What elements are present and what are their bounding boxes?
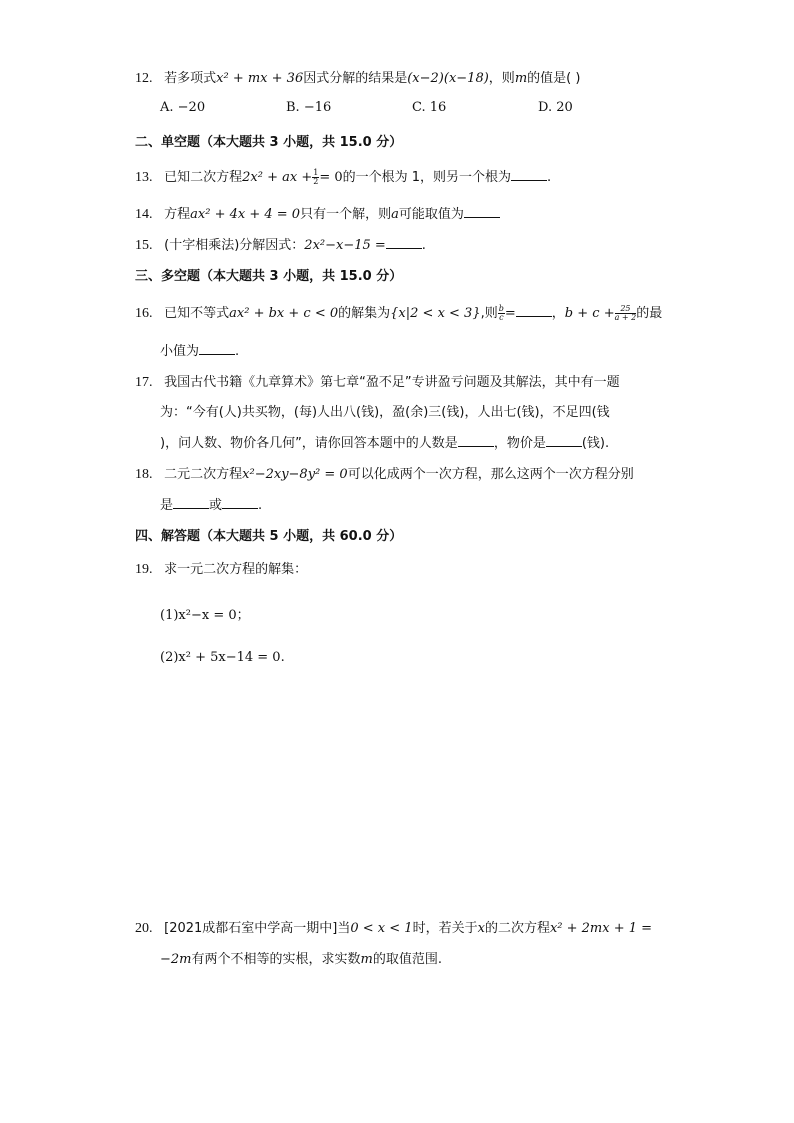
question-text: [2021成都石室中学高一期中]当: [164, 921, 351, 936]
question-number: 13.: [135, 170, 153, 185]
math-expression: x² + 2mx + 1 =: [549, 921, 653, 936]
question-20: [135, 917, 652, 937]
math-variable: x: [477, 921, 485, 936]
answer-blank[interactable]: [516, 304, 552, 317]
question-number: 20.: [135, 921, 153, 936]
math-expression: 0 < x < 1: [350, 921, 413, 936]
answer-blank[interactable]: [173, 496, 209, 509]
math-expression: 2x²−x−15 =: [304, 238, 386, 253]
fraction: $\frac{25}{a + 2}$: [614, 304, 637, 322]
math-expression: b + c +: [564, 306, 615, 321]
question-text: 是: [160, 498, 174, 513]
question-text: ,则: [480, 306, 498, 321]
question-text: 的取值范围.: [372, 952, 442, 967]
question-number: 18.: [135, 467, 153, 482]
question-text: ，: [551, 306, 565, 321]
question-text: 已知二次方程: [164, 170, 243, 185]
math-variable: a: [391, 207, 399, 222]
question-text: 小值为: [160, 344, 200, 359]
answer-blank[interactable]: [199, 342, 235, 355]
question-text: 的解集为: [338, 306, 391, 321]
question-number: 15.: [135, 238, 153, 253]
question-text: 我国古代书籍《九章算术》第七章“盈不足”专讲盈亏问题及其解法，其中有一题: [164, 375, 620, 390]
question-text: 二元二次方程: [164, 467, 243, 482]
question-text: )，问人数、物价各几何”，请你回答本题中的人数是: [160, 436, 458, 451]
question-18: [135, 463, 634, 483]
question-text: 的一个根为 1，则另一个根为: [342, 170, 512, 185]
answer-blank[interactable]: [464, 205, 500, 218]
answer-blank[interactable]: [386, 236, 422, 249]
question-text: 若多项式: [164, 71, 217, 86]
math-expression: ax² + bx + c < 0: [229, 306, 339, 321]
question-16-continued: [160, 340, 239, 359]
question-text: 时，若关于: [412, 921, 478, 936]
question-number: 19.: [135, 562, 153, 577]
question-text: 有两个不相等的实根，求实数: [191, 952, 361, 967]
math-expression: 2x² + ax +: [242, 170, 313, 185]
question-17: [135, 371, 620, 391]
section-heading-answer: 四、解答题（本大题共 5 小题，共 60.0 分）: [135, 529, 403, 544]
fraction: $\frac{1}{2}$: [313, 168, 319, 186]
question-18-continued: [160, 494, 262, 513]
math-expression: = 0: [319, 170, 343, 185]
question-19-part-1: (1)x²−x = 0；: [160, 608, 250, 623]
question-text: .: [547, 170, 552, 185]
question-text: (钱).: [581, 436, 610, 451]
question-text: .: [235, 344, 240, 359]
question-20-continued: [160, 948, 442, 967]
question-text: 因式分解的结果是: [303, 71, 408, 86]
question-number: 12.: [135, 71, 153, 86]
answer-blank-people[interactable]: [458, 434, 494, 447]
question-14: [135, 203, 500, 223]
section-heading-multi-blank: 三、多空题（本大题共 3 小题，共 15.0 分）: [135, 269, 403, 284]
math-expression: x²−2xy−8y² = 0: [242, 467, 348, 482]
option-c: C. 16: [412, 100, 447, 115]
math-expression: x² + mx + 36: [216, 71, 304, 86]
question-text: .: [421, 238, 426, 253]
math-expression: {x|2 < x < 3}: [390, 306, 481, 321]
question-text: 已知不等式: [164, 306, 230, 321]
question-19: [135, 558, 307, 578]
question-15: [135, 234, 426, 254]
math-expression: ax² + 4x + 4 = 0: [190, 207, 301, 222]
answer-blank-price[interactable]: [546, 434, 582, 447]
option-b: B. −16: [286, 100, 332, 115]
question-number: 16.: [135, 306, 153, 321]
section-heading-single-blank: 二、单空题（本大题共 3 小题，共 15.0 分）: [135, 135, 403, 150]
question-13: [135, 166, 551, 186]
question-text: 求一元二次方程的解集：: [164, 562, 308, 577]
math-expression: (x−2)(x−18): [407, 71, 489, 86]
question-17-line-3: [160, 432, 609, 451]
answer-blank[interactable]: [511, 168, 547, 181]
question-text: 的最: [636, 306, 663, 321]
question-text: .: [258, 498, 263, 513]
option-a: A. −20: [160, 100, 206, 115]
question-text: 的二次方程: [484, 921, 550, 936]
question-text: 或: [209, 498, 223, 513]
question-16: [135, 302, 662, 322]
math-expression: =: [504, 306, 516, 321]
question-text: ，物价是: [493, 436, 546, 451]
math-variable: m: [514, 71, 528, 86]
fraction: $\frac{b}{c}$: [498, 304, 504, 322]
question-number: 14.: [135, 207, 153, 222]
question-text: 可以化成两个一次方程，那么这两个一次方程分别: [347, 467, 634, 482]
math-expression: −2m: [160, 952, 192, 967]
question-number: 17.: [135, 375, 153, 390]
question-text: ，则: [488, 71, 515, 86]
math-variable: m: [360, 952, 373, 967]
question-19-part-2: (2)x² + 5x−14 = 0.: [160, 650, 285, 665]
question-text: (十字相乘法)分解因式：: [164, 238, 305, 253]
question-text: 方程: [164, 207, 191, 222]
answer-blank[interactable]: [222, 496, 258, 509]
question-17-line-2: 为：“今有(人)共买物，(每)人出八(钱)，盈(余)三(钱)，人出七(钱)，不足四(钱: [160, 405, 610, 420]
question-12: [135, 67, 580, 87]
option-d: D. 20: [538, 100, 573, 115]
question-text: 只有一个解，则: [300, 207, 392, 222]
question-text: 可能取值为: [398, 207, 464, 222]
question-text: 的值是( ): [527, 71, 581, 86]
